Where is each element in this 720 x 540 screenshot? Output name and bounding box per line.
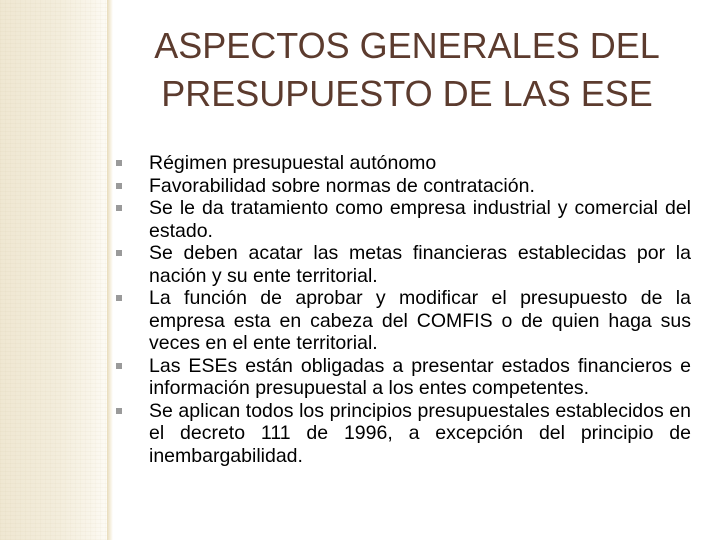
bullet-item (113, 152, 691, 175)
square-bullet-icon (116, 295, 122, 301)
bullet-text: Se le da tratamiento como empresa industrial y comercial del estado. (149, 197, 691, 242)
bullet-item (113, 242, 691, 287)
side-stripe-texture (0, 0, 107, 540)
bullet-text: Se aplican todos los principios presupuestales establecidos en el decreto 111 de 1996, a excepción del principio de inembargabilidad. (149, 399, 691, 467)
square-bullet-icon (116, 363, 122, 369)
bullet-text: Régimen presupuestal autónomo (149, 152, 437, 174)
bullet-item (113, 287, 691, 355)
square-bullet-icon (116, 160, 122, 166)
bullet-item (113, 400, 691, 468)
square-bullet-icon (116, 205, 122, 211)
bullet-text: Las ESEs están obligadas a presentar estados financieros e información presupuestal a los entes competentes. (149, 354, 691, 399)
bullet-item (113, 197, 691, 242)
bullet-text: La función de aprobar y modificar el presupuesto de la empresa esta en cabeza del COMFIS o de quien haga sus veces en el ente territorial. (149, 287, 691, 354)
bullet-list (113, 152, 691, 467)
square-bullet-icon (116, 408, 122, 414)
slide-title (122, 22, 692, 118)
bullet-text: Favorabilidad sobre normas de contratación. (149, 174, 535, 197)
bullet-text: Se deben acatar las metas financieras establecidas por la nación y su ente territorial. (149, 242, 691, 287)
bullet-item (113, 175, 691, 198)
square-bullet-icon (116, 250, 122, 256)
slide-title-line-1: ASPECTOS GENERALES DEL (154, 25, 660, 66)
slide-title-line-2: PRESUPUESTO DE LAS ESE (161, 73, 653, 114)
square-bullet-icon (116, 183, 122, 189)
bullet-item (113, 355, 691, 400)
